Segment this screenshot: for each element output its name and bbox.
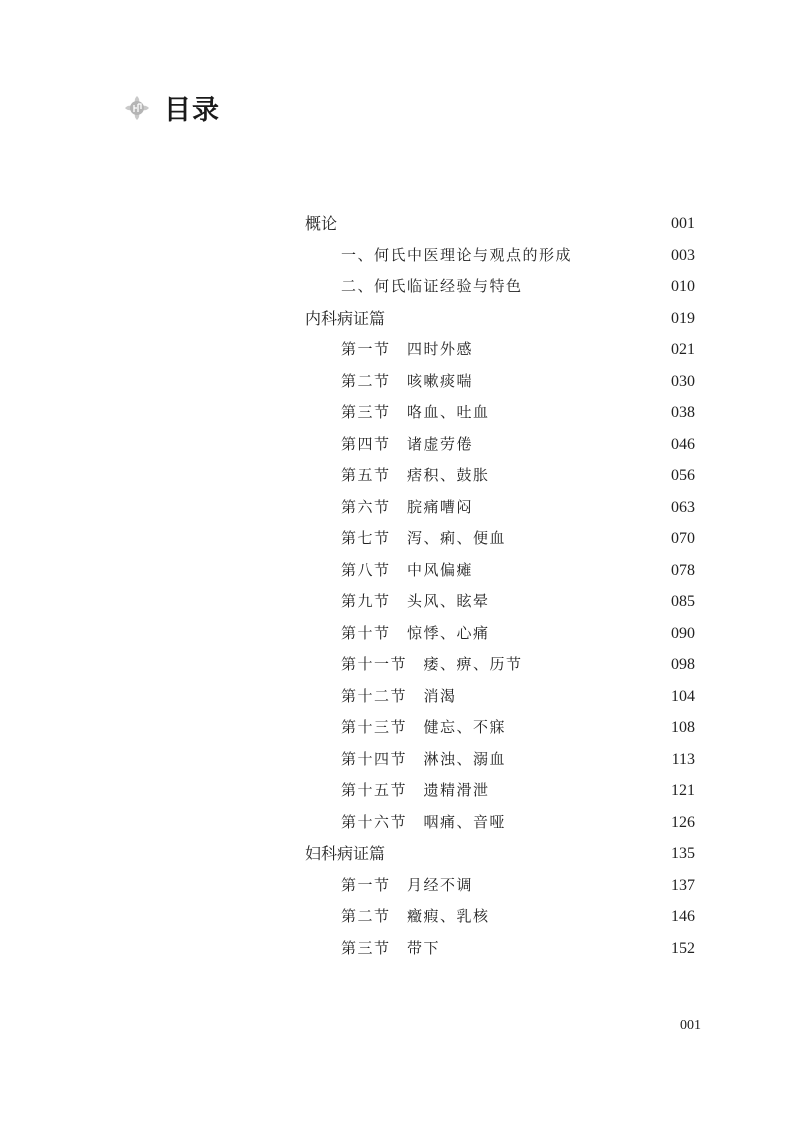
toc-entry-label: 第十六节 咽痛、音哑 xyxy=(341,812,507,831)
toc-entry-label: 第十四节 淋浊、溺血 xyxy=(341,749,507,768)
toc-section-entry[interactable] xyxy=(305,712,695,744)
toc-section-entry[interactable] xyxy=(305,366,695,398)
toc-entry-label: 第一节 四时外感 xyxy=(341,340,474,358)
toc-section-entry[interactable] xyxy=(305,681,695,713)
toc-section-entry[interactable] xyxy=(305,492,695,524)
toc-entry-label: 第十一节 痿、痹、历节 xyxy=(341,655,523,673)
toc-part-entry[interactable] xyxy=(305,208,695,240)
page-number: 001 xyxy=(680,1018,701,1033)
toc-entry-page: 126 xyxy=(671,813,695,831)
toc-entry-label: 第二节 咳嗽痰喘 xyxy=(341,371,474,390)
toc-section-entry[interactable] xyxy=(305,744,695,776)
toc-entry-label: 第十五节 遗精滑泄 xyxy=(341,781,490,799)
toc-section-entry[interactable] xyxy=(305,429,695,461)
toc-entry-label: 第三节 带下 xyxy=(341,938,441,957)
page-title: 目录 xyxy=(164,95,220,126)
toc-entry-label: 第七节 泻、痢、便血 xyxy=(341,529,507,547)
toc-section-entry[interactable] xyxy=(305,240,695,272)
toc-entry-page: 030 xyxy=(671,372,695,390)
toc-section-entry[interactable] xyxy=(305,649,695,681)
toc-entry-label: 第六节 脘痛嘈闷 xyxy=(341,497,474,516)
toc-section-entry[interactable] xyxy=(305,618,695,650)
toc-entry-label: 内科病证篇 xyxy=(305,308,386,328)
toc-entry-page: 113 xyxy=(671,750,695,768)
toc-entry-page: 137 xyxy=(671,876,695,894)
toc-entry-page: 056 xyxy=(671,467,695,484)
toc-section-entry[interactable] xyxy=(305,933,695,965)
toc-section-entry[interactable] xyxy=(305,271,695,303)
toc-section-entry[interactable] xyxy=(305,397,695,429)
toc-part-entry[interactable] xyxy=(305,838,695,870)
toc-entry-page: 121 xyxy=(671,782,695,799)
page-header xyxy=(124,88,220,127)
toc-entry-label: 妇科病证篇 xyxy=(305,844,386,863)
table-of-contents xyxy=(305,208,695,964)
toc-entry-label: 第一节 月经不调 xyxy=(341,875,474,894)
toc-entry-label: 第八节 中风偏瘫 xyxy=(341,560,474,579)
toc-entry-label: 第九节 头风、眩晕 xyxy=(341,592,490,610)
toc-section-entry[interactable] xyxy=(305,775,695,807)
toc-section-entry[interactable] xyxy=(305,586,695,618)
toc-entry-label: 第十三节 健忘、不寐 xyxy=(341,718,507,736)
toc-entry-page: 070 xyxy=(671,530,695,547)
toc-entry-page: 146 xyxy=(671,908,695,925)
toc-entry-label: 第三节 咯血、吐血 xyxy=(341,403,490,421)
toc-entry-page: 001 xyxy=(671,215,695,232)
toc-entry-page: 108 xyxy=(671,719,695,736)
toc-entry-page: 104 xyxy=(671,687,695,705)
toc-entry-page: 038 xyxy=(671,404,695,421)
toc-entry-page: 090 xyxy=(671,624,695,642)
toc-entry-label: 一、何氏中医理论与观点的形成 xyxy=(341,245,573,264)
toc-entry-label: 第四节 诸虚劳倦 xyxy=(341,434,474,453)
toc-entry-page: 021 xyxy=(671,341,695,358)
toc-part-entry[interactable] xyxy=(305,303,695,335)
toc-entry-label: 第十二节 消渴 xyxy=(341,686,457,705)
toc-entry-page: 063 xyxy=(671,498,695,516)
toc-section-entry[interactable] xyxy=(305,334,695,366)
toc-entry-page: 152 xyxy=(671,939,695,957)
toc-entry-page: 085 xyxy=(671,593,695,610)
toc-entry-page: 003 xyxy=(671,246,695,264)
toc-section-entry[interactable] xyxy=(305,523,695,555)
toc-section-entry[interactable] xyxy=(305,460,695,492)
toc-entry-page: 046 xyxy=(671,435,695,453)
toc-entry-label: 第五节 痞积、鼓胀 xyxy=(341,466,490,484)
toc-entry-page: 010 xyxy=(671,278,695,295)
toc-section-entry[interactable] xyxy=(305,555,695,587)
toc-section-entry[interactable] xyxy=(305,901,695,933)
toc-entry-page: 078 xyxy=(671,561,695,579)
toc-entry-label: 第十节 惊悸、心痛 xyxy=(341,623,490,642)
toc-entry-label: 概论 xyxy=(305,214,338,233)
toc-section-entry[interactable] xyxy=(305,870,695,902)
toc-entry-page: 135 xyxy=(671,845,695,862)
toc-entry-label: 二、何氏临证经验与特色 xyxy=(341,277,523,295)
toc-section-entry[interactable] xyxy=(305,807,695,839)
emblem-icon xyxy=(124,95,150,121)
toc-entry-page: 098 xyxy=(671,656,695,673)
toc-entry-label: 第二节 癥瘕、乳核 xyxy=(341,907,490,925)
toc-entry-page: 019 xyxy=(671,309,695,327)
